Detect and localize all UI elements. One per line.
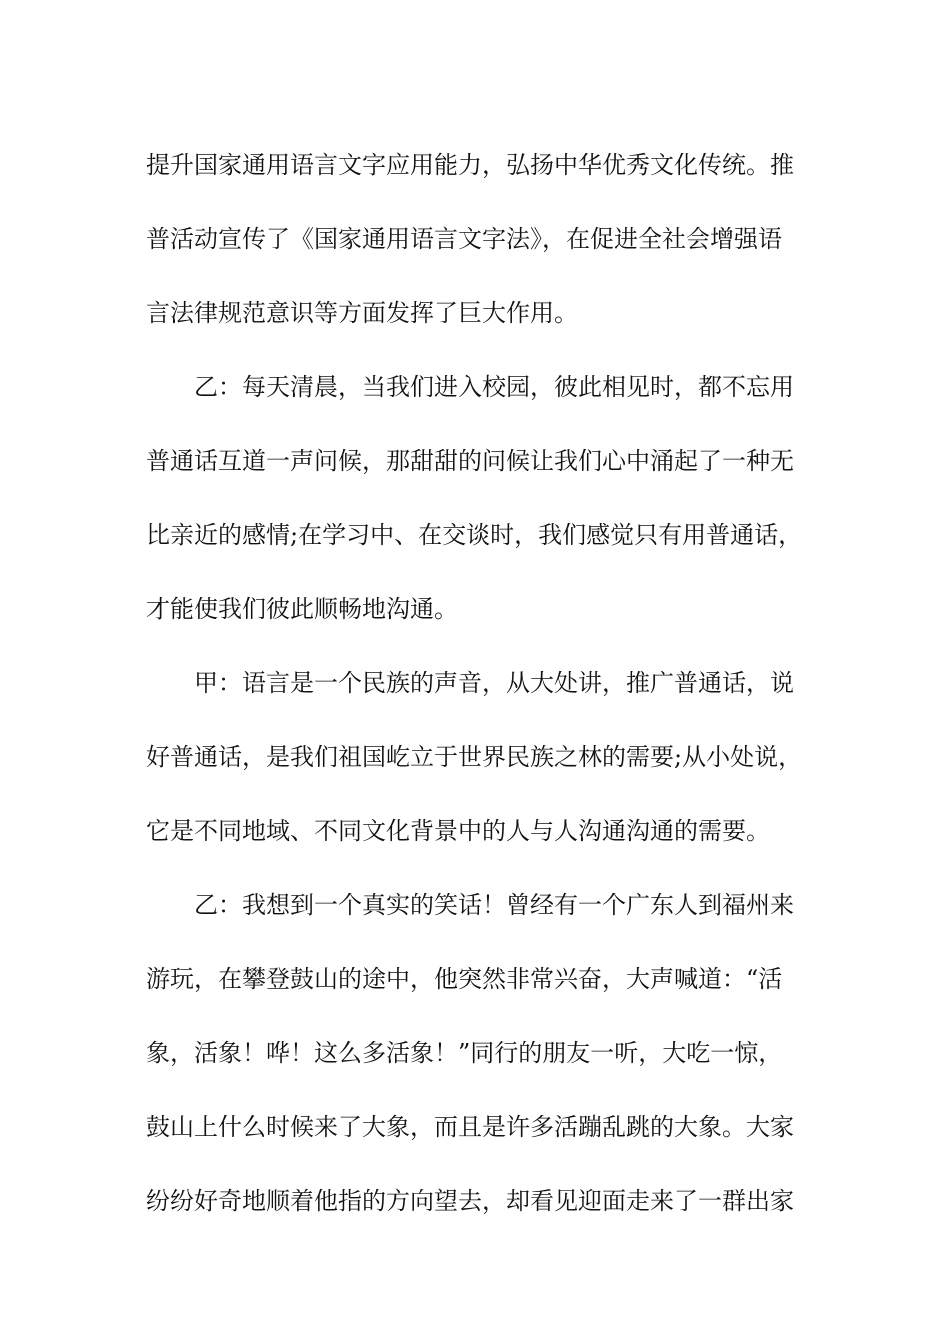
text-line: 纷纷好奇地顺着他指的方向望去，却看见迎面走来了一群出家 <box>146 1187 794 1215</box>
paragraph-start-line: 乙：我想到一个真实的笑话！曾经有一个广东人到福州来 <box>194 891 794 919</box>
text-line: 才能使我们彼此顺畅地沟通。 <box>146 595 458 623</box>
paragraph-start-line: 乙：每天清晨，当我们进入校园，彼此相见时，都不忘用 <box>194 373 794 401</box>
text-line: 提升国家通用语言文字应用能力，弘扬中华优秀文化传统。推 <box>146 151 794 179</box>
text-line: 象，活象！哗！这么多活象！”同行的朋友一听，大吃一惊， <box>146 1039 783 1067</box>
text-line: 比亲近的感情;在学习中、在交谈时，我们感觉只有用普通话， <box>146 521 803 549</box>
paragraph-start-line: 甲：语言是一个民族的声音，从大处讲，推广普通话，说 <box>194 669 794 697</box>
text-line: 普通话互道一声问候，那甜甜的问候让我们心中涌起了一种无 <box>146 447 794 475</box>
document-body <box>146 128 806 1238</box>
text-line: 它是不同地域、不同文化背景中的人与人沟通沟通的需要。 <box>146 817 770 845</box>
text-line: 言法律规范意识等方面发挥了巨大作用。 <box>146 299 578 327</box>
text-line: 普活动宣传了《国家通用语言文字法》，在促进全社会增强语 <box>146 225 782 253</box>
text-line: 游玩，在攀登鼓山的途中，他突然非常兴奋，大声喊道：“活 <box>146 965 783 993</box>
text-line: 好普通话，是我们祖国屹立于世界民族之林的需要;从小处说， <box>146 743 803 771</box>
text-line: 鼓山上什么时候来了大象，而且是许多活蹦乱跳的大象。大家 <box>146 1113 794 1141</box>
